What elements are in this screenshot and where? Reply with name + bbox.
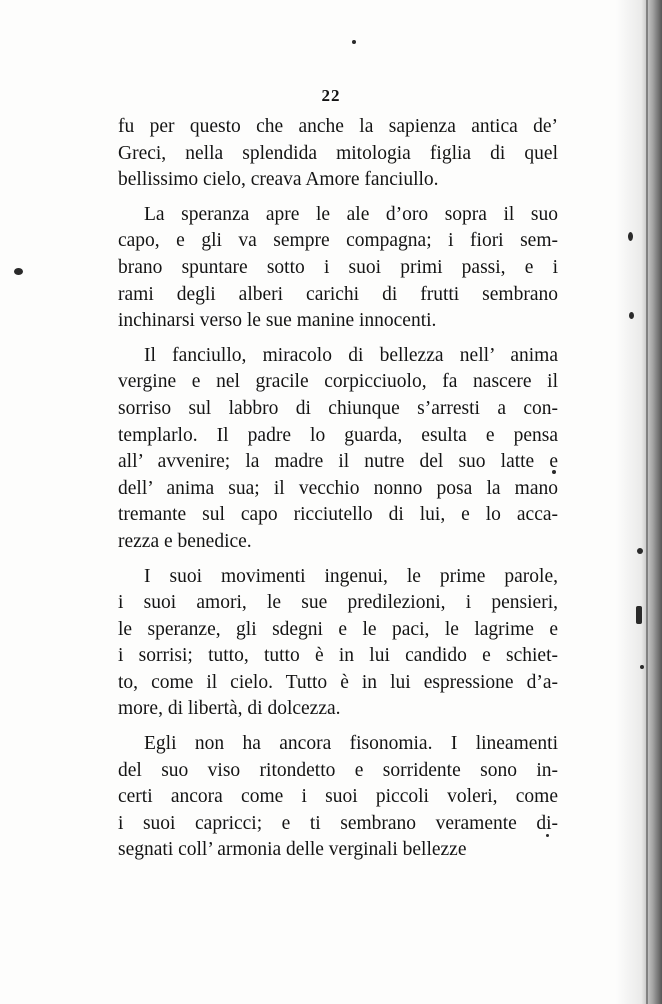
- text-line: I suoi movimenti ingenui, le prime parole,: [144, 565, 558, 587]
- text-line: rami degli alberi carichi di frutti sembrano: [118, 283, 558, 305]
- page-edge-line: [646, 0, 648, 1004]
- scan-speck: [352, 40, 356, 44]
- text-line: Egli non ha ancora fisonomia. I lineamenti: [144, 733, 558, 755]
- text-line: i suoi amori, le sue predilezioni, i pensieri,: [118, 592, 558, 614]
- scan-speck: [628, 232, 633, 241]
- paragraph-gap: [118, 556, 558, 564]
- text-line: more, di libertà, di dolcezza.: [118, 698, 341, 720]
- paragraph-gap: [118, 335, 558, 343]
- text-line: i sorrisi; tutto, tutto è in lui candido e schiet-: [118, 645, 558, 667]
- text-line: dell’ anima sua; il vecchio nonno posa la mano: [118, 477, 558, 499]
- paragraph: [118, 564, 558, 724]
- text-line: brano spuntare sotto i suoi primi passi, e i: [118, 256, 558, 278]
- paragraph: [118, 731, 558, 864]
- text-line: le speranze, gli sdegni e le paci, le lagrime e: [118, 618, 558, 640]
- text-line: capo, e gli va sempre compagna; i fiori sem-: [118, 230, 558, 252]
- text-line: all’ avvenire; la madre il nutre del suo latte e: [118, 451, 558, 473]
- text-line: certi ancora come i suoi piccoli voleri, come: [118, 786, 558, 808]
- scan-speck: [14, 268, 23, 275]
- text-line: del suo viso ritondetto e sorridente sono in-: [118, 759, 558, 781]
- scan-speck: [637, 548, 643, 554]
- text-line: tremante sul capo ricciutello di lui, e lo acca-: [118, 504, 558, 526]
- text-line: bellissimo cielo, creava Amore fanciullo.: [118, 169, 439, 191]
- text-line: rezza e benedice.: [118, 530, 252, 552]
- binding-shadow: [616, 0, 662, 1004]
- scan-speck: [640, 665, 644, 669]
- paragraph: [118, 202, 558, 335]
- text-line: templarlo. Il padre lo guarda, esulta e pensa: [118, 424, 558, 446]
- text-line: La speranza apre le ale d’oro sopra il suo: [144, 203, 558, 225]
- text-line: Il fanciullo, miracolo di bellezza nell’ anima: [144, 344, 558, 366]
- text-line: to, come il cielo. Tutto è in lui espressione d’a-: [118, 671, 558, 693]
- text-line: i suoi capricci; e ti sembrano veramente di-: [118, 812, 558, 834]
- text-line: inchinarsi verso le sue manine innocenti.: [118, 310, 437, 332]
- text-line: vergine e nel gracile corpicciuolo, fa nascere il: [118, 371, 558, 393]
- paragraph-gap: [118, 723, 558, 731]
- text-line: Greci, nella splendida mitologia figlia di quel: [118, 142, 558, 164]
- body-text: [118, 114, 558, 864]
- scan-speck: [636, 606, 642, 624]
- paragraph: [118, 343, 558, 556]
- paragraph: [118, 114, 558, 194]
- text-line: sorriso sul labbro di chiunque s’arresti a con-: [118, 397, 558, 419]
- page-number: 22: [321, 86, 341, 105]
- text-line: segnati coll’ armonia delle verginali bellezze: [118, 839, 467, 861]
- paragraph-gap: [118, 194, 558, 202]
- scan-speck: [629, 312, 634, 319]
- text-line: fu per questo che anche la sapienza antica de’: [118, 116, 558, 137]
